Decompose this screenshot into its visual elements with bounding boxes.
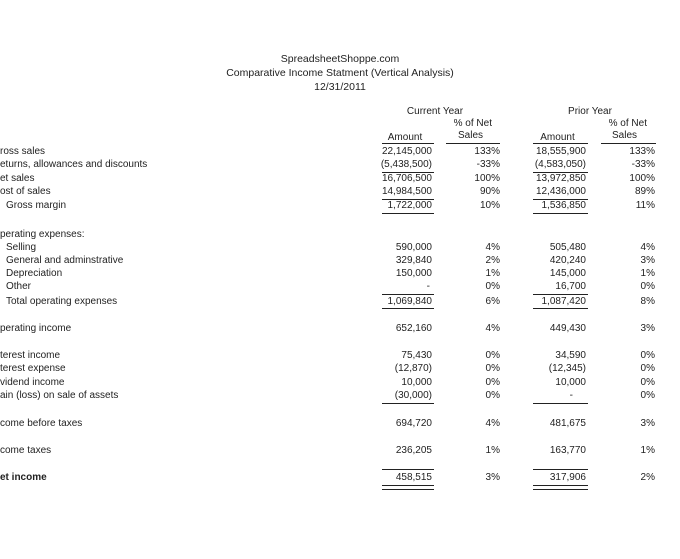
cy-amount: 10,000 bbox=[401, 377, 432, 388]
row-label: Gross margin bbox=[6, 200, 67, 211]
row-label: et income bbox=[0, 472, 47, 483]
py-pct: 133% bbox=[629, 146, 655, 157]
py-pct: 1% bbox=[640, 445, 655, 456]
rule bbox=[533, 308, 588, 309]
py-amount: 449,430 bbox=[549, 323, 586, 334]
cy-amount: 75,430 bbox=[401, 350, 432, 361]
cy-amount: 14,984,500 bbox=[381, 186, 432, 197]
py-amount: 16,700 bbox=[555, 281, 586, 292]
cy-pct: 0% bbox=[485, 363, 500, 374]
py-pct: 11% bbox=[635, 200, 655, 211]
cy-pct: 0% bbox=[485, 350, 500, 361]
py-amount: 481,675 bbox=[549, 418, 586, 429]
py-amount: (12,345) bbox=[548, 363, 586, 374]
py-amount: 505,480 bbox=[549, 242, 586, 253]
cy-pct: 1% bbox=[485, 268, 500, 279]
row-label: ost of sales bbox=[0, 186, 51, 197]
row-label: eturns, allowances and discounts bbox=[0, 159, 148, 170]
py-amount: 10,000 bbox=[555, 377, 586, 388]
row-label: ain (loss) on sale of assets bbox=[0, 390, 119, 401]
double-rule bbox=[533, 485, 588, 490]
rule bbox=[533, 213, 588, 214]
report-date: 12/31/2011 bbox=[314, 81, 366, 93]
py-pct: 100% bbox=[629, 173, 655, 184]
rule bbox=[533, 403, 588, 404]
cy-amount: 22,145,000 bbox=[381, 146, 432, 157]
row-label: Selling bbox=[6, 242, 37, 253]
py-pct: 0% bbox=[640, 350, 655, 361]
py-pct: 2% bbox=[640, 472, 655, 483]
row-label: vidend income bbox=[0, 377, 65, 388]
cy-amount: (30,000) bbox=[394, 390, 432, 401]
cy-pct: 0% bbox=[485, 377, 500, 388]
cy-pct: 100% bbox=[474, 173, 500, 184]
row-label: come taxes bbox=[0, 445, 52, 456]
col-prior-year: Prior Year bbox=[568, 106, 612, 117]
cy-pct: -33% bbox=[476, 159, 500, 170]
cy-amount: 1,722,000 bbox=[387, 200, 432, 211]
rule bbox=[382, 213, 434, 214]
rule bbox=[382, 469, 434, 470]
col-py-sales-label: Sales bbox=[611, 130, 637, 141]
py-pct: 8% bbox=[640, 296, 655, 307]
cy-pct: 90% bbox=[479, 186, 500, 197]
cy-pct: 0% bbox=[485, 281, 500, 292]
row-label: terest expense bbox=[0, 363, 66, 374]
py-pct: 0% bbox=[640, 363, 655, 374]
section-label: perating expenses: bbox=[0, 229, 85, 240]
rule bbox=[382, 143, 434, 144]
cy-amount: (12,870) bbox=[394, 363, 432, 374]
rule bbox=[382, 403, 434, 404]
py-pct: 0% bbox=[640, 281, 655, 292]
cy-pct: 2% bbox=[485, 255, 500, 266]
cy-pct: 3% bbox=[485, 472, 500, 483]
rule bbox=[382, 308, 434, 309]
py-amount: 1,087,420 bbox=[541, 296, 586, 307]
py-pct: 89% bbox=[634, 186, 655, 197]
col-current-year: Current Year bbox=[406, 106, 464, 117]
cy-amount: 1,069,840 bbox=[387, 296, 432, 307]
py-pct: 3% bbox=[640, 255, 655, 266]
rule bbox=[382, 294, 434, 295]
cy-pct: 133% bbox=[474, 146, 500, 157]
cy-pct: 4% bbox=[485, 323, 500, 334]
py-amount: 317,906 bbox=[549, 472, 586, 483]
py-amount: 12,436,000 bbox=[535, 186, 586, 197]
cy-amount: 652,160 bbox=[395, 323, 432, 334]
cy-amount: 458,515 bbox=[395, 472, 432, 483]
py-amount: 163,770 bbox=[549, 445, 586, 456]
cy-pct: 10% bbox=[479, 200, 500, 211]
col-cy-amount: Amount bbox=[387, 132, 423, 143]
row-label: Depreciation bbox=[6, 268, 63, 279]
cy-amount: 150,000 bbox=[395, 268, 432, 279]
report-title: Comparative Income Statment (Vertical Analysis) bbox=[226, 67, 454, 79]
row-label: General and adminstrative bbox=[6, 255, 124, 266]
py-amount: 18,555,900 bbox=[535, 146, 586, 157]
rule bbox=[601, 143, 656, 144]
cy-pct: 4% bbox=[485, 242, 500, 253]
py-amount: 1,536,850 bbox=[541, 200, 586, 211]
col-cy-sales-label: Sales bbox=[457, 130, 483, 141]
row-label: terest income bbox=[0, 350, 61, 361]
cy-amount: 236,205 bbox=[395, 445, 432, 456]
py-pct: -33% bbox=[631, 159, 655, 170]
row-label: Other bbox=[6, 281, 32, 292]
py-pct: 3% bbox=[640, 418, 655, 429]
py-pct: 4% bbox=[640, 242, 655, 253]
py-amount: - bbox=[569, 390, 573, 401]
company-name: SpreadsheetShoppe.com bbox=[280, 53, 400, 65]
cy-amount: - bbox=[426, 281, 430, 292]
cy-amount: 694,720 bbox=[395, 418, 432, 429]
row-label: perating income bbox=[0, 323, 72, 334]
rule bbox=[533, 294, 588, 295]
py-amount: 13,972,850 bbox=[535, 173, 586, 184]
cy-amount: 590,000 bbox=[395, 242, 432, 253]
row-label: Total operating expenses bbox=[6, 296, 118, 307]
py-amount: (4,583,050) bbox=[534, 159, 586, 170]
rule bbox=[533, 469, 588, 470]
cy-amount: (5,438,500) bbox=[380, 159, 432, 170]
row-label: come before taxes bbox=[0, 418, 83, 429]
double-rule bbox=[382, 485, 434, 490]
row-label: ross sales bbox=[0, 146, 46, 157]
cy-amount: 16,706,500 bbox=[381, 173, 432, 184]
cy-amount: 329,840 bbox=[395, 255, 432, 266]
py-amount: 34,590 bbox=[555, 350, 586, 361]
cy-pct: 6% bbox=[485, 296, 500, 307]
py-amount: 420,240 bbox=[549, 255, 586, 266]
col-py-amount: Amount bbox=[540, 132, 575, 143]
col-cy-pct-label: % of Net bbox=[453, 118, 492, 129]
rule bbox=[446, 143, 500, 144]
py-pct: 1% bbox=[640, 268, 655, 279]
cy-pct: 0% bbox=[485, 390, 500, 401]
rule bbox=[533, 143, 588, 144]
row-label: et sales bbox=[0, 173, 35, 184]
col-py-pct-label: % of Net bbox=[608, 118, 647, 129]
py-amount: 145,000 bbox=[549, 268, 586, 279]
cy-pct: 4% bbox=[485, 418, 500, 429]
cy-pct: 1% bbox=[485, 445, 500, 456]
py-pct: 3% bbox=[640, 323, 655, 334]
py-pct: 0% bbox=[640, 377, 655, 388]
py-pct: 0% bbox=[640, 390, 655, 401]
